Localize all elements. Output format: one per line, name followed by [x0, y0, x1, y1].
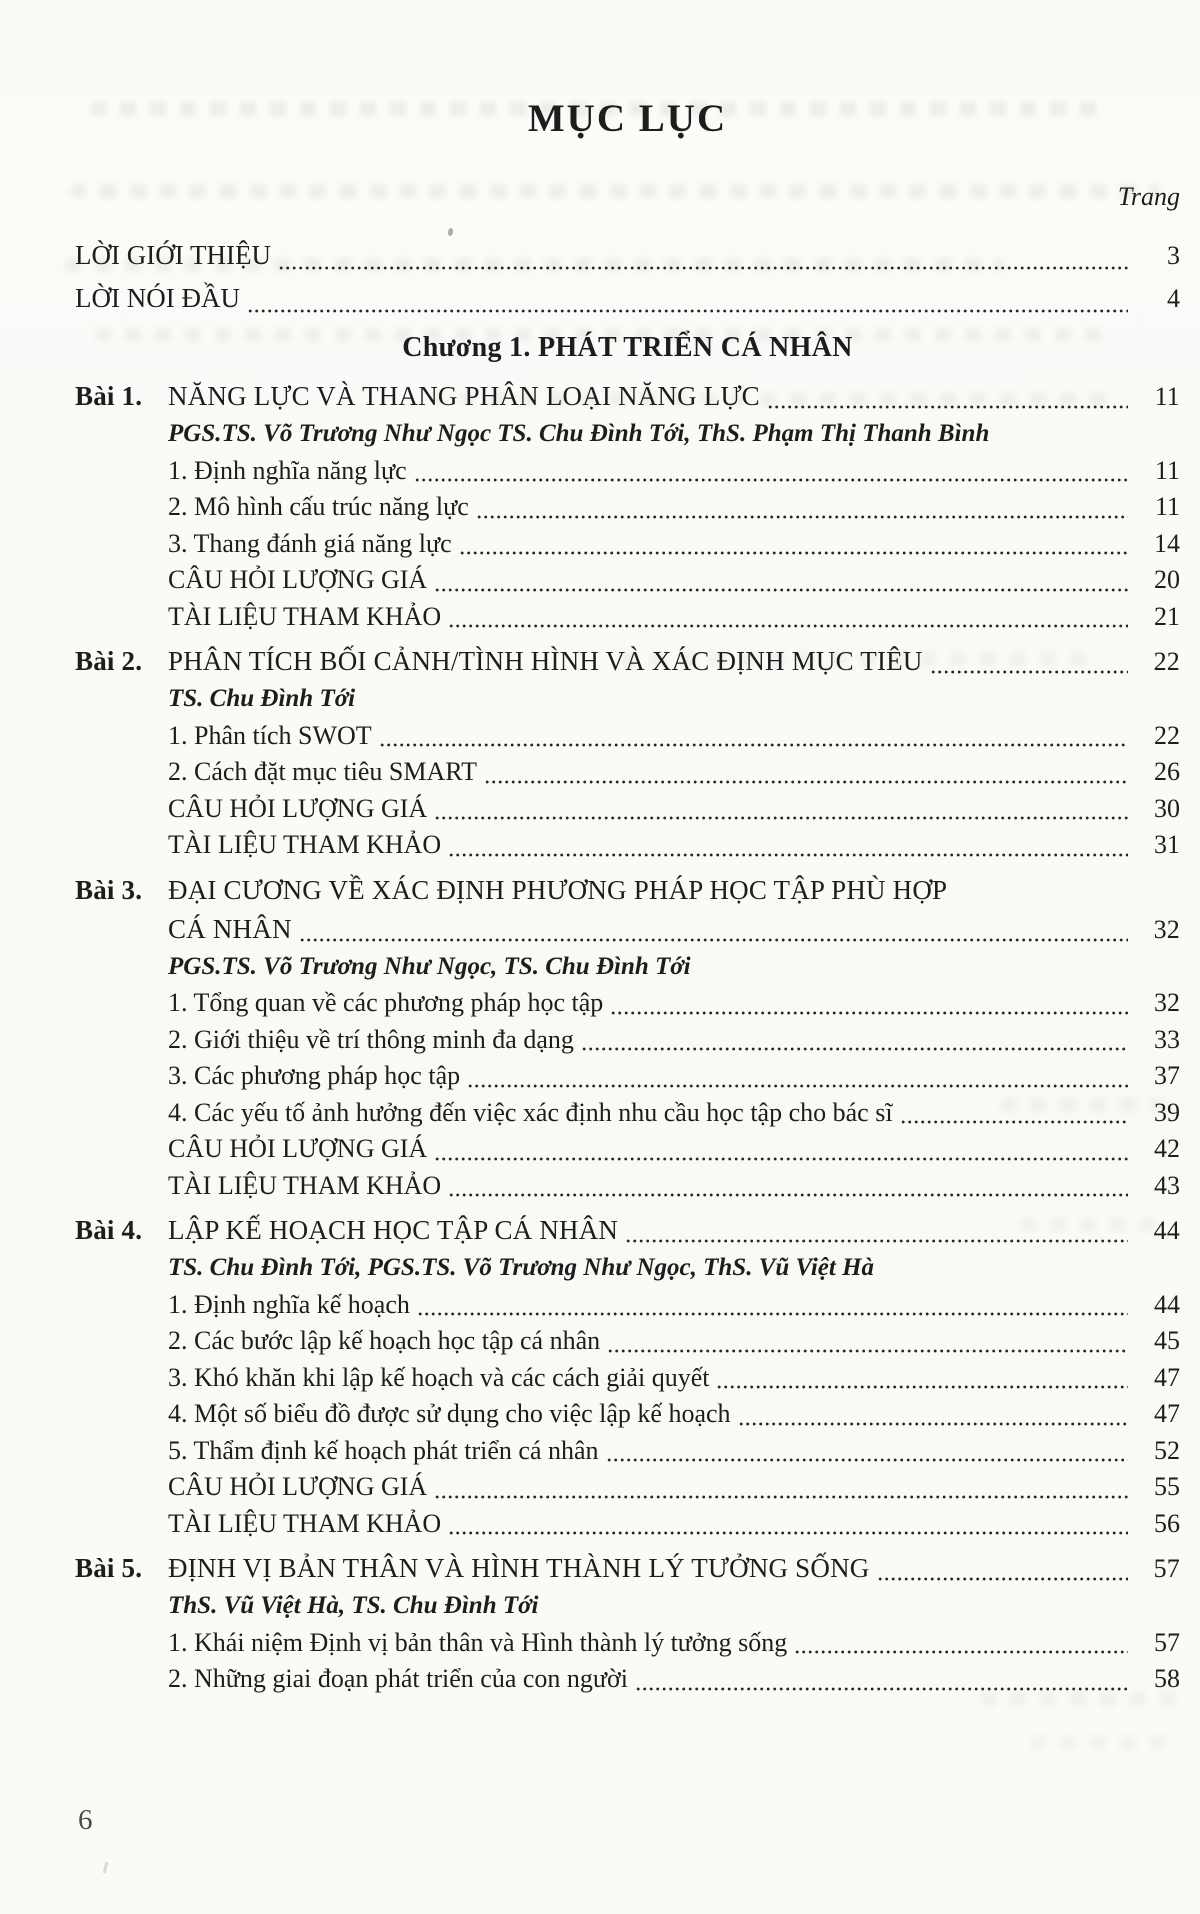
toc-row	[75, 718, 1180, 755]
scanned-toc-page	[0, 96, 1200, 1914]
toc-entry-label: 3. Thang đánh giá năng lực	[168, 528, 452, 558]
toc-row	[75, 1549, 1180, 1588]
lesson-authors: PGS.TS. Võ Trương Như Ngọc, TS. Chu Đình Tới	[168, 952, 691, 980]
lesson-page: 22	[1153, 647, 1180, 676]
toc-row	[75, 1250, 1180, 1287]
front-matter-list	[75, 234, 1180, 320]
toc-entry-label: CÂU HỎI LƯỢNG GIÁ	[168, 1134, 428, 1163]
toc-entry-label: 3. Khó khăn khi lập kế hoạch và các cách giải quyết	[168, 1362, 710, 1392]
toc-row	[75, 1625, 1180, 1662]
lesson-block	[75, 1211, 1180, 1542]
toc-row	[75, 1211, 1180, 1250]
dot-leader	[485, 780, 1128, 784]
toc-entry-label: 2. Những giai đoạn phát triển của con người	[168, 1664, 628, 1693]
chapter-heading: Chương 1. PHÁT TRIỂN CÁ NHÂN	[402, 332, 853, 363]
toc-entry-label: 4. Một số biểu đồ được sử dụng cho việc lập kế hoạch	[168, 1399, 731, 1428]
toc-entry-label: 2. Giới thiệu về trí thông minh đa dạng	[168, 1024, 574, 1054]
toc-row	[75, 910, 1180, 949]
toc-entry-page: 47	[1154, 1399, 1180, 1428]
dot-leader	[415, 478, 1128, 482]
dot-leader	[878, 1577, 1129, 1581]
toc-entry-page: 26	[1154, 757, 1180, 786]
toc-entry-label: 1. Định nghĩa năng lực	[168, 455, 407, 485]
lessons-list	[75, 377, 1180, 1698]
dot-leader	[418, 1312, 1128, 1316]
toc-entry-page: 22	[1154, 720, 1180, 750]
toc-row	[75, 277, 1180, 320]
lesson-authors: TS. Chu Đình Tới, PGS.TS. Võ Trương Như Ngọc, ThS. Vũ Việt Hà	[168, 1254, 875, 1281]
dot-leader	[477, 515, 1128, 519]
toc-row	[75, 1095, 1180, 1132]
dot-leader	[300, 938, 1128, 942]
lesson-title-continued: CÁ NHÂN	[168, 913, 292, 944]
lesson-number: Bài 4.	[75, 1215, 143, 1245]
lesson-block	[75, 377, 1180, 635]
toc-row	[75, 1131, 1180, 1168]
toc-row	[75, 871, 1180, 910]
toc-row	[75, 791, 1180, 828]
toc-entry-label: TÀI LIỆU THAM KHẢO	[168, 830, 442, 859]
dot-leader	[279, 266, 1128, 270]
toc-row	[75, 1661, 1180, 1698]
lesson-block	[75, 1549, 1180, 1698]
dot-leader	[449, 853, 1128, 857]
toc-entry-label: 1. Phân tích SWOT	[168, 720, 372, 750]
toc-row	[75, 1323, 1180, 1360]
toc-entry-label: 5. Thẩm định kế hoạch phát triển cá nhân	[168, 1435, 599, 1465]
toc-row	[75, 681, 1180, 718]
toc-entry-page: 56	[1154, 1508, 1180, 1538]
dot-leader	[768, 405, 1128, 409]
toc-entry-label: TÀI LIỆU THAM KHẢO	[168, 601, 442, 631]
toc-entry-page: 11	[1154, 492, 1180, 521]
toc-row	[75, 827, 1180, 864]
toc-entry-page: 30	[1154, 793, 1180, 823]
toc-entry-page: 42	[1154, 1134, 1180, 1163]
toc-entry-label: CÂU HỎI LƯỢNG GIÁ	[168, 565, 428, 594]
toc-entry-label: TÀI LIỆU THAM KHẢO	[168, 1170, 442, 1200]
scan-speck	[103, 1862, 109, 1873]
toc-row	[75, 642, 1180, 681]
lesson-title: ĐẠI CƯƠNG VỀ XÁC ĐỊNH PHƯƠNG PHÁP HỌC TẬP PHÙ HỢP	[168, 874, 948, 905]
toc-entry-page: 31	[1154, 830, 1180, 859]
toc-row	[75, 1168, 1180, 1205]
lesson-page: 57	[1153, 1554, 1180, 1583]
page-column-header: Trang	[1117, 182, 1180, 211]
toc-row	[75, 489, 1180, 526]
toc-entry-page: 45	[1154, 1326, 1180, 1355]
lesson-authors: PGS.TS. Võ Trương Như Ngọc TS. Chu Đình Tới, ThS. Phạm Thị Thanh Bình	[168, 420, 990, 447]
lesson-title: ĐỊNH VỊ BẢN THÂN VÀ HÌNH THÀNH LÝ TƯỞNG SỐNG	[168, 1553, 870, 1583]
toc-entry-label: CÂU HỎI LƯỢNG GIÁ	[168, 793, 428, 823]
toc-row	[75, 234, 1180, 277]
toc-row	[75, 453, 1180, 490]
page-number: 6	[78, 1804, 93, 1836]
toc-row	[75, 562, 1180, 599]
toc-entry-page: 55	[1154, 1472, 1180, 1501]
dot-leader	[608, 1349, 1128, 1353]
lesson-page: 11	[1154, 382, 1180, 411]
lesson-authors: TS. Chu Đình Tới	[168, 685, 356, 712]
dot-leader	[435, 816, 1128, 820]
toc-entry-label: CÂU HỎI LƯỢNG GIÁ	[168, 1472, 428, 1501]
toc-row	[75, 1396, 1180, 1433]
dot-leader	[931, 670, 1128, 674]
dot-leader	[636, 1687, 1128, 1691]
toc-entry-page: 14	[1154, 528, 1180, 558]
dot-leader	[449, 624, 1128, 628]
dot-leader	[435, 588, 1128, 592]
toc-row	[75, 1506, 1180, 1543]
toc-entry-label: LỜI GIỚI THIỆU	[75, 240, 271, 270]
dot-leader	[626, 1239, 1128, 1243]
toc-entry-page: 39	[1154, 1097, 1180, 1127]
toc-entry-page: 11	[1154, 455, 1180, 485]
toc-row	[75, 599, 1180, 636]
page-title: MỤC LỤC	[527, 97, 728, 140]
toc-entry-label: TÀI LIỆU THAM KHẢO	[168, 1508, 442, 1538]
toc-row	[75, 1588, 1180, 1625]
toc-entry-label: 4. Các yếu tố ảnh hưởng đến việc xác định nhu cầu học tập cho bác sĩ	[168, 1097, 893, 1127]
toc-entry-page: 3	[1167, 241, 1180, 270]
lesson-page: 32	[1153, 914, 1180, 944]
lesson-title: PHÂN TÍCH BỐI CẢNH/TÌNH HÌNH VÀ XÁC ĐỊNH MỤC TIÊU	[168, 646, 923, 676]
toc-entry-page: 58	[1154, 1664, 1180, 1693]
scan-artifact	[1030, 1736, 1170, 1750]
toc-entry-page: 32	[1154, 988, 1180, 1017]
lesson-block	[75, 871, 1180, 1205]
toc-entry-page: 20	[1154, 565, 1180, 594]
toc-entry-page: 21	[1154, 601, 1180, 631]
dot-leader	[435, 1495, 1128, 1499]
dot-leader	[607, 1458, 1128, 1462]
lesson-authors: ThS. Vũ Việt Hà, TS. Chu Đình Tới	[168, 1592, 539, 1619]
dot-leader	[611, 1011, 1128, 1015]
toc-row	[75, 526, 1180, 563]
dot-leader	[717, 1385, 1128, 1389]
dot-leader	[739, 1422, 1128, 1426]
dot-leader	[435, 1157, 1128, 1161]
lesson-page: 44	[1153, 1216, 1180, 1245]
dot-leader	[380, 743, 1128, 747]
lesson-number: Bài 5.	[75, 1553, 143, 1583]
dot-leader	[460, 551, 1128, 555]
dot-leader	[248, 309, 1128, 313]
dot-leader	[901, 1120, 1128, 1124]
dot-leader	[468, 1084, 1128, 1088]
toc-entry-page: 4	[1167, 284, 1180, 313]
toc-row	[75, 1287, 1180, 1324]
dot-leader	[449, 1193, 1128, 1197]
toc-entry-page: 52	[1154, 1435, 1180, 1465]
toc-entry-label: 2. Mô hình cấu trúc năng lực	[168, 492, 469, 521]
toc-row	[75, 754, 1180, 791]
toc-row	[75, 1469, 1180, 1506]
toc-entry-page: 43	[1154, 1170, 1180, 1200]
toc-entry-label: 3. Các phương pháp học tập	[168, 1061, 461, 1090]
toc-row	[75, 1022, 1180, 1059]
toc-entry-page: 47	[1154, 1362, 1180, 1392]
toc-entry-page: 33	[1154, 1024, 1180, 1054]
toc-entry-label: 1. Khái niệm Định vị bản thân và Hình thành lý tưởng sống	[168, 1627, 788, 1657]
lesson-number: Bài 2.	[75, 646, 143, 676]
toc-row	[75, 1058, 1180, 1095]
toc-row	[75, 985, 1180, 1022]
toc-row	[75, 416, 1180, 453]
toc-entry-label: 1. Định nghĩa kế hoạch	[168, 1289, 410, 1319]
toc-entry-label: 2. Cách đặt mục tiêu SMART	[168, 757, 477, 786]
toc-row	[75, 377, 1180, 416]
toc-row	[75, 1433, 1180, 1470]
toc-entry-page: 57	[1154, 1627, 1180, 1657]
toc-entry-page: 44	[1154, 1289, 1180, 1319]
lesson-title: NĂNG LỰC VÀ THANG PHÂN LOẠI NĂNG LỰC	[168, 381, 760, 411]
lesson-title: LẬP KẾ HOẠCH HỌC TẬP CÁ NHÂN	[168, 1215, 619, 1245]
toc-row	[75, 1360, 1180, 1397]
dot-leader	[449, 1531, 1128, 1535]
toc-entry-label: LỜI NÓI ĐẦU	[75, 283, 240, 313]
lesson-block	[75, 642, 1180, 864]
toc-entry-label: 1. Tổng quan về các phương pháp học tập	[168, 988, 604, 1017]
lesson-number: Bài 3.	[75, 874, 143, 905]
toc-entry-page: 37	[1154, 1061, 1180, 1090]
dot-leader	[795, 1650, 1128, 1654]
toc-row	[75, 949, 1180, 986]
toc-entry-label: 2. Các bước lập kế hoạch học tập cá nhân	[168, 1326, 601, 1355]
lesson-number: Bài 1.	[75, 381, 143, 411]
dot-leader	[582, 1047, 1128, 1051]
